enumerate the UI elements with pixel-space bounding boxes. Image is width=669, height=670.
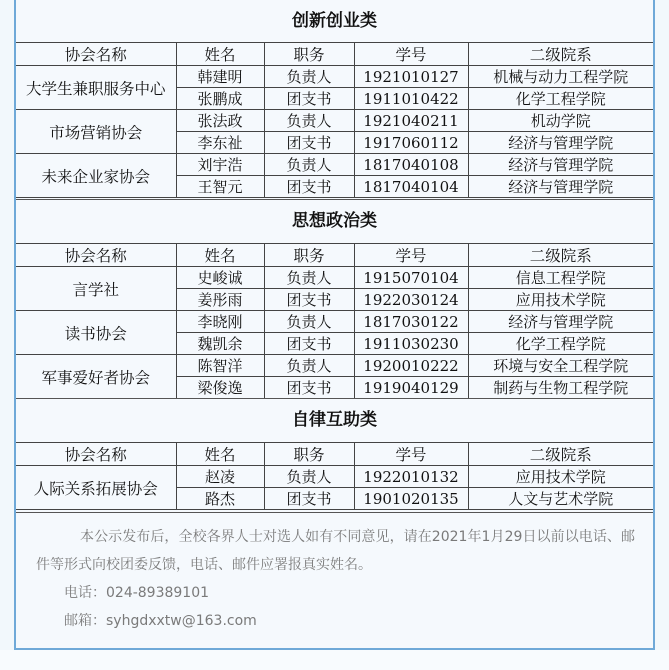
member-role: 负责人 [264, 311, 354, 333]
column-header: 姓名 [176, 443, 264, 466]
department: 应用技术学院 [468, 466, 653, 488]
department: 信息工程学院 [468, 267, 653, 289]
student-id: 1817040104 [354, 176, 468, 198]
column-header: 姓名 [176, 43, 264, 66]
column-header: 学号 [354, 43, 468, 66]
member-name: 王智元 [176, 176, 264, 198]
member-role: 团支书 [264, 132, 354, 154]
student-id: 1919040129 [354, 377, 468, 399]
student-id: 1917060112 [354, 132, 468, 154]
student-id: 1817030122 [354, 311, 468, 333]
column-header: 二级院系 [468, 43, 653, 66]
section-2 [16, 398, 653, 510]
department: 化学工程学院 [468, 333, 653, 355]
student-id: 1911010422 [354, 88, 468, 110]
department: 环境与安全工程学院 [468, 355, 653, 377]
table-row [16, 66, 653, 88]
column-header: 协会名称 [16, 244, 176, 267]
column-header: 协会名称 [16, 43, 176, 66]
department: 经济与管理学院 [468, 311, 653, 333]
table-row [16, 311, 653, 333]
association-name: 市场营销协会 [16, 110, 176, 154]
table-header-row [16, 443, 653, 466]
department: 制药与生物工程学院 [468, 377, 653, 399]
table-header-row [16, 43, 653, 66]
department: 人文与艺术学院 [468, 488, 653, 510]
column-header: 职务 [264, 244, 354, 267]
table-row [16, 154, 653, 176]
member-role: 团支书 [264, 88, 354, 110]
student-id: 1922030124 [354, 289, 468, 311]
member-role: 负责人 [264, 466, 354, 488]
member-name: 张鹏成 [176, 88, 264, 110]
page-bottom-band [0, 650, 669, 670]
table-row [16, 355, 653, 377]
association-name: 人际关系拓展协会 [16, 466, 176, 510]
student-id: 1920010222 [354, 355, 468, 377]
student-id: 1817040108 [354, 154, 468, 176]
section-table [16, 42, 653, 198]
member-role: 负责人 [264, 355, 354, 377]
department: 经济与管理学院 [468, 154, 653, 176]
member-name: 赵凌 [176, 466, 264, 488]
member-role: 团支书 [264, 176, 354, 198]
student-id: 1915070104 [354, 267, 468, 289]
department: 机动学院 [468, 110, 653, 132]
column-header: 姓名 [176, 244, 264, 267]
student-id: 1921040211 [354, 110, 468, 132]
column-header: 职务 [264, 43, 354, 66]
member-name: 李晓刚 [176, 311, 264, 333]
notice-email: 邮箱：syhgdxxtw@163.com [64, 613, 257, 629]
column-header: 二级院系 [468, 443, 653, 466]
association-name: 军事爱好者协会 [16, 355, 176, 399]
member-name: 李东祉 [176, 132, 264, 154]
section-0 [16, 0, 653, 198]
member-role: 负责人 [264, 66, 354, 88]
department: 化学工程学院 [468, 88, 653, 110]
member-role: 团支书 [264, 289, 354, 311]
section-title: 思想政治类 [16, 199, 653, 243]
student-id: 1921010127 [354, 66, 468, 88]
notice-phone: 电话：024-89389101 [64, 585, 210, 601]
member-name: 梁俊逸 [176, 377, 264, 399]
department: 经济与管理学院 [468, 132, 653, 154]
member-role: 负责人 [264, 154, 354, 176]
member-name: 路杰 [176, 488, 264, 510]
table-row [16, 466, 653, 488]
section-1 [16, 199, 653, 399]
student-id: 1922010132 [354, 466, 468, 488]
section-table [16, 442, 653, 510]
association-name: 言学社 [16, 267, 176, 311]
member-role: 团支书 [264, 488, 354, 510]
notice-text: 本公示发布后，全校各界人士对选人如有不同意见，请在2021年1月29日以前以电话、邮件等形式向校团委反馈，电话、邮件应署报真实姓名。 [36, 529, 635, 573]
association-name: 大学生兼职服务中心 [16, 66, 176, 110]
association-name: 读书协会 [16, 311, 176, 355]
department: 经济与管理学院 [468, 176, 653, 198]
table-row [16, 267, 653, 289]
member-name: 刘宇浩 [176, 154, 264, 176]
student-id: 1911030230 [354, 333, 468, 355]
member-name: 姜彤雨 [176, 289, 264, 311]
section-title: 创新创业类 [292, 11, 377, 31]
column-header: 职务 [264, 443, 354, 466]
member-name: 张法政 [176, 110, 264, 132]
member-name: 韩建明 [176, 66, 264, 88]
section-table [16, 243, 653, 399]
department: 机械与动力工程学院 [468, 66, 653, 88]
association-name: 未来企业家协会 [16, 154, 176, 198]
member-role: 团支书 [264, 377, 354, 399]
document-frame [14, 0, 655, 650]
member-name: 史峻诚 [176, 267, 264, 289]
column-header: 协会名称 [16, 443, 176, 466]
column-header: 学号 [354, 443, 468, 466]
member-role: 负责人 [264, 110, 354, 132]
section-title: 自律互助类 [16, 398, 653, 442]
member-role: 团支书 [264, 333, 354, 355]
member-name: 陈智洋 [176, 355, 264, 377]
notice-block [16, 512, 653, 635]
column-header: 二级院系 [468, 244, 653, 267]
column-header: 学号 [354, 244, 468, 267]
member-role: 负责人 [264, 267, 354, 289]
department: 应用技术学院 [468, 289, 653, 311]
table-row [16, 110, 653, 132]
table-header-row [16, 244, 653, 267]
student-id: 1901020135 [354, 488, 468, 510]
member-name: 魏凯余 [176, 333, 264, 355]
